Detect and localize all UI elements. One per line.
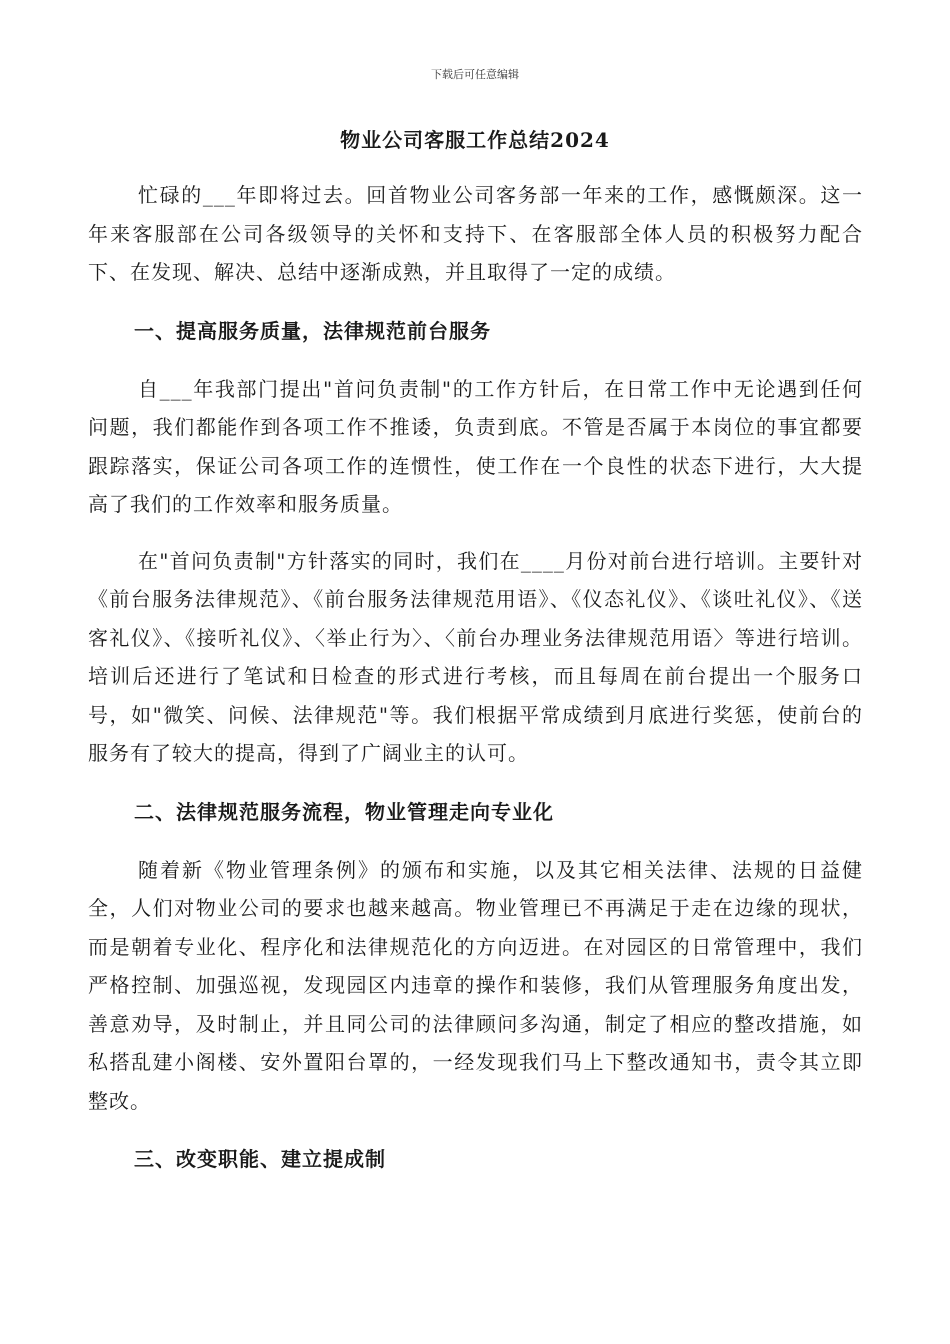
document-body xyxy=(88,176,863,1198)
header-note: 下载后可任意编辑 xyxy=(431,68,519,81)
section-2-paragraph-1: 随着新《物业管理条例》的颁布和实施，以及其它相关法律、法规的日益健全，人们对物业公司的要求也越来越高。物业管理已不再满足于走在边缘的现状，而是朝着专业化、程序化和法律规范化的方向迈进。在对园区的日常管理中，我们严格控制、加强巡视，发现园区内违章的操作和装修，我们从管理服务角度出发，善意劝导，及时制止，并且同公司的法律顾问多沟通，制定了相应的整改措施，如私搭乱建小阁楼、安外置阳台罩的，一经发现我们马上下整改通知书，责令其立即整改。 xyxy=(88,857,863,1113)
section-1-paragraph-2: 在"首问负责制"方针落实的同时，我们在____月份对前台进行培训。主要针对《前台服务法律规范》、《前台服务法律规范用语》、《仪态礼仪》、《谈吐礼仪》、《送客礼仪》、《接听礼仪》、〈举止行为〉、〈前台办理业务法律规范用语〉等进行培训。培训后还进行了笔试和日检查的形式进行考核，而且每周在前台提出一个服务口号，如"微笑、问候、法律规范"等。我们根据平常成绩到月底进行奖惩，使前台的服务有了较大的提高，得到了广阔业主的认可。 xyxy=(88,548,863,765)
document-title: 物业公司客服工作总结2024 xyxy=(340,128,610,152)
section-1-paragraph-1: 自___年我部门提出"首问负责制"的工作方针后，在日常工作中无论遇到任何问题，我们都能作到各项工作不推诿，负责到底。不管是否属于本岗位的事宜都要跟踪落实，保证公司各项工作的连惯性，使工作在一个良性的状态下进行，大大提高了我们的工作效率和服务质量。 xyxy=(88,376,863,516)
section-heading-3: 三、改变职能、建立提成制 xyxy=(134,1147,386,1171)
section-heading-1: 一、提高服务质量，法律规范前台服务 xyxy=(134,318,491,343)
intro-paragraph: 忙碌的___年即将过去。回首物业公司客务部一年来的工作，感慨颇深。这一年来客服部在公司各级领导的关怀和支持下、在客服部全体人员的积极努力配合下、在发现、解决、总结中逐渐成熟，并且取得了一定的成绩。 xyxy=(88,183,863,284)
section-heading-2: 二、法律规范服务流程，物业管理走向专业化 xyxy=(134,799,554,824)
